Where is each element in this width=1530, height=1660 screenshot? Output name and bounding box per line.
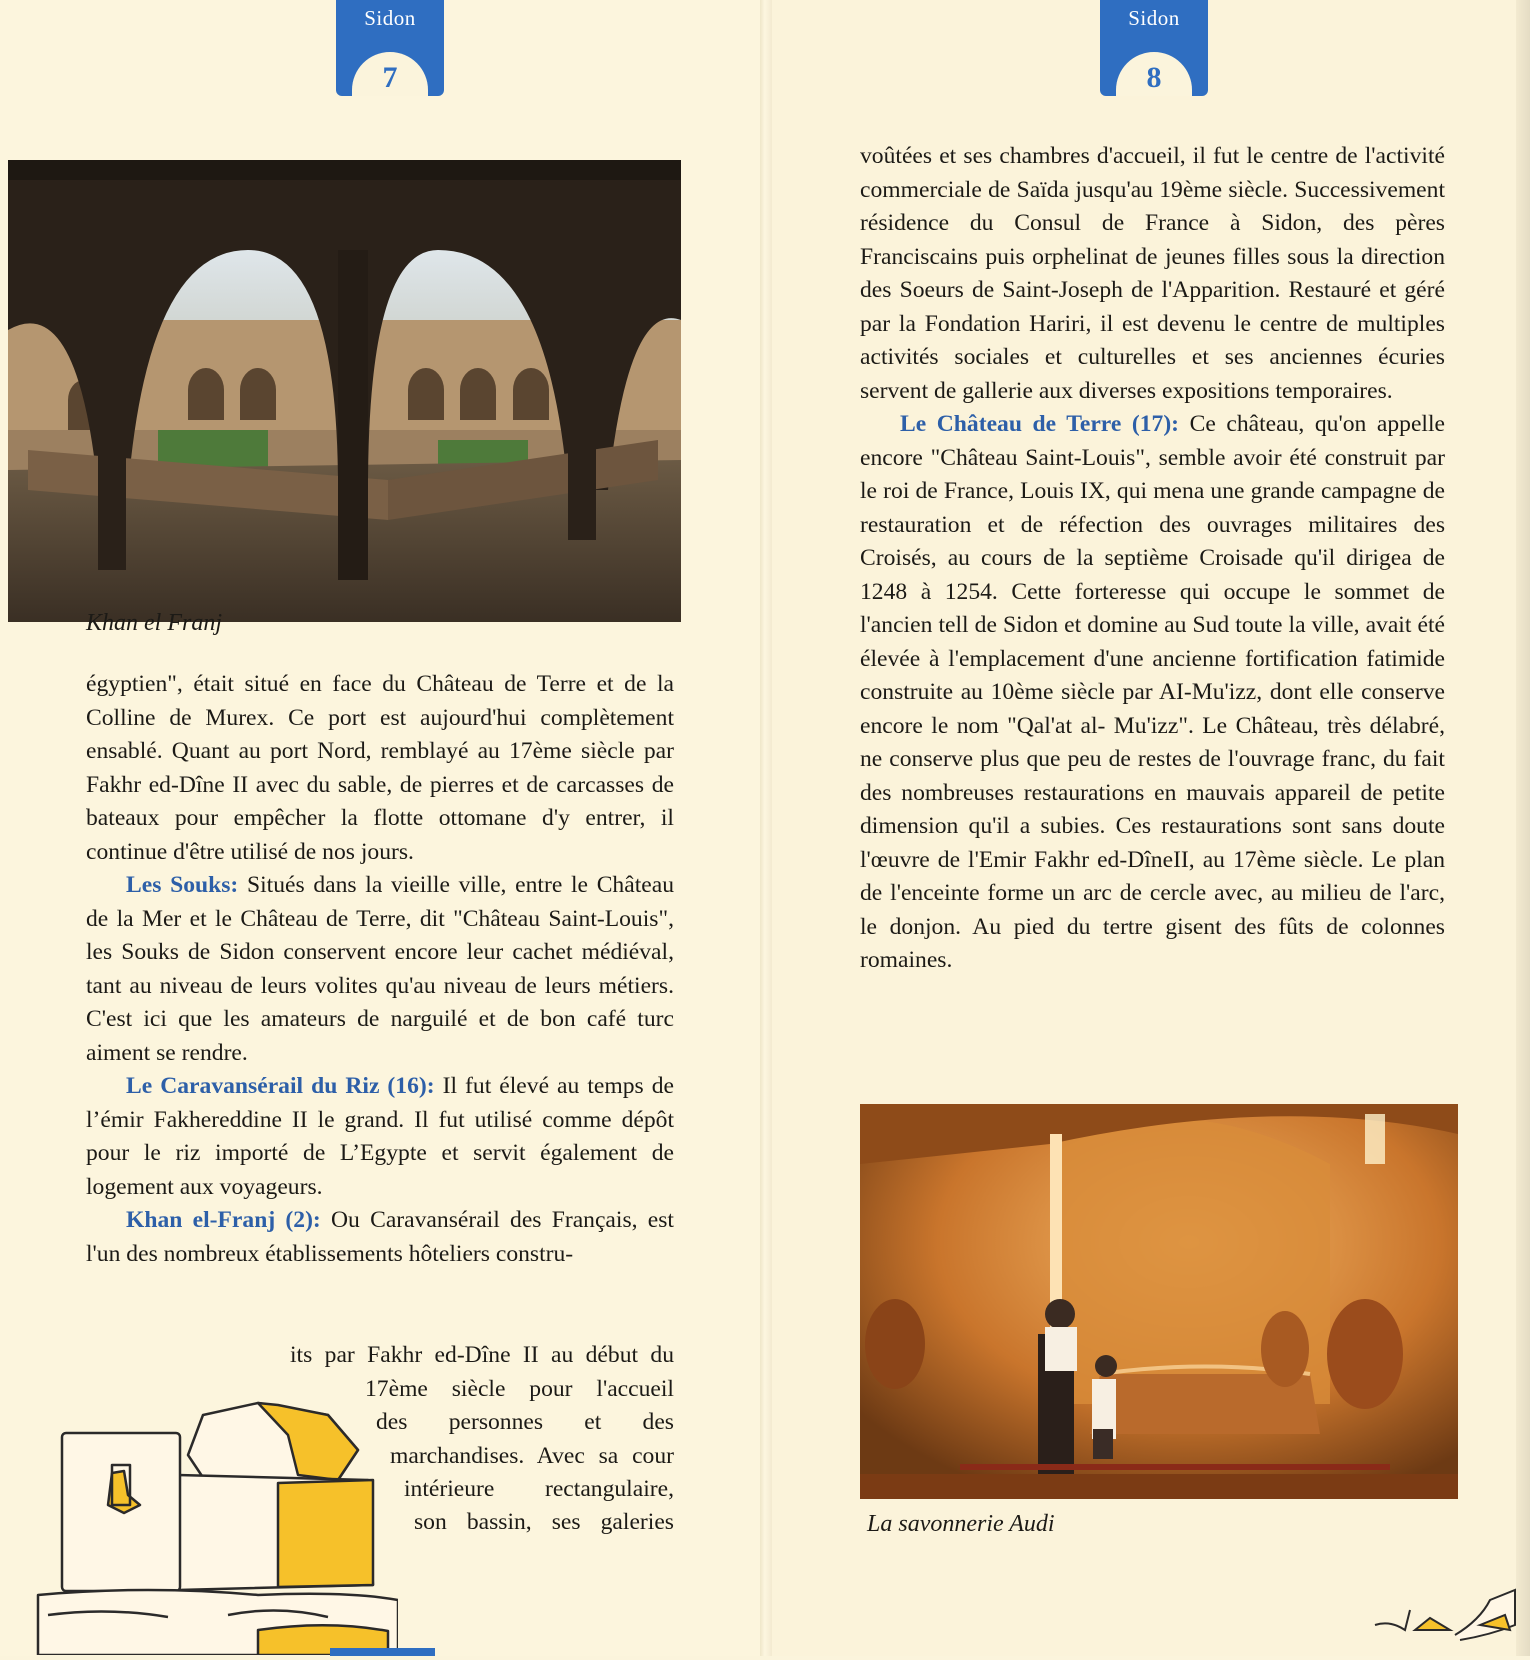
photo-caption: La savonnerie Audi	[867, 1511, 1055, 1537]
photo-caption: Khan el Franj	[86, 610, 222, 636]
page-number: 7	[382, 61, 398, 94]
section-heading: Le Caravansérail du Riz (16):	[126, 1073, 435, 1099]
stone-blocks-illustration	[28, 1395, 398, 1655]
page-tab-right	[1100, 0, 1208, 96]
paragraph-riz	[86, 1070, 674, 1204]
paragraph: égyptien", était situé en face du Château de Terre et de la Colline de Murex. Ce port est aujourd'hui complètement ensablé. Quant au port Nord, remblayé au 17ème siècle par Fakhr ed-Dîne II avec du sable, de pierres et de carcasses de bateaux pour empêcher la flotte ottomane d'y entrer, il continue d'être utilisé de nos jours.	[86, 671, 674, 865]
wrapped-text-line: intérieure rectangulaire,	[404, 1476, 674, 1502]
paragraph-text: Ou Caravansérail des Français, est l'un des nombreux établissements hôteliers constru-	[86, 1207, 674, 1267]
khan-el-franj-photo	[8, 160, 681, 622]
paragraph-souks	[86, 869, 674, 1070]
paragraph-khan	[86, 1204, 674, 1271]
section-heading: Le Château de Terre (17):	[900, 411, 1180, 437]
paragraph-text: Situés dans la vieille ville, entre le Château de la Mer et le Château de Terre, dit "Château Saint-Louis", les Souks de Sidon conservent encore leur cachet médiéval, tant au niveau de leurs volites qu'au niveau de leurs métiers. C'est ici que les amateurs de narguilé et de bon café turc aiment se rendre.	[86, 872, 674, 1066]
wrapped-text-line: des personnes et des	[376, 1409, 674, 1435]
tab-label: Sidon	[1128, 6, 1180, 30]
section-heading: Les Souks:	[126, 872, 239, 898]
corner-illustration	[1370, 1580, 1520, 1650]
savonnerie-audi-photo	[860, 1104, 1458, 1499]
page-tab-left	[336, 0, 444, 96]
wrapped-text-line: son bassin, ses galeries	[414, 1509, 674, 1535]
page-edge	[1516, 0, 1530, 1656]
tab-dome	[352, 52, 428, 96]
page-fold	[760, 0, 772, 1656]
tab-dome	[1116, 52, 1192, 96]
right-body-text	[860, 140, 1445, 978]
wrapped-text-line: marchandises. Avec sa cour	[390, 1443, 674, 1469]
wrapped-text-line: its par Fakhr ed-Dîne II au début du	[290, 1342, 674, 1368]
left-body-text	[86, 668, 674, 1271]
paragraph: voûtées et ses chambres d'accueil, il fut le centre de l'activité commerciale de Saïda jusqu'au 19ème siècle. Successivement résidence du Consul de France à Sidon, des pères Franciscains puis orphelinat de jeunes filles sous la direction des Soeurs de Saint-Joseph de l'Apparition. Restauré et géré par la Fondation Hariri, il est devenu le centre de multiples activités sociales et culturelles et ses anciennes écuries servent de gallerie aux diverses expositions temporaires.	[860, 143, 1445, 404]
page-number: 8	[1146, 61, 1162, 94]
section-heading: Khan el-Franj (2):	[126, 1207, 321, 1233]
paragraph-text: Ce château, qu'on appelle encore "Château Saint-Louis", semble avoir été construit par le roi de France, Louis IX, qui mena une grande campagne de restauration et de réfection des ouvrages militaires des Croisés, au cours de la septième Croisade qu'il dirigea de 1248 à 1254. Cette forteresse qui occupe le sommet de l'ancien tell de Sidon et domine au Sud toute la ville, avait été élevée à l'emplacement d'une ancienne fortification fatimide construite au 10ème siècle par AI-Mu'izz, dont elle conserve encore le nom "Qal'at al- Mu'izz". Le Château, très délabré, ne conserve plus que peu de restes de l'ouvrage franc, du fait des nombreuses restaurations en mauvais appareil de petite dimension qu'il a subies. Ces restaurations sont sans doute l'œuvre de l'Emir Fakhr ed-DîneII, au 17ème siècle. Le plan de l'enceinte forme un arc de cercle avec, au milieu de l'arc, le donjon. Au pied du tertre gisent des fûts de colonnes romaines.	[860, 411, 1446, 973]
paragraph-chateau	[860, 408, 1445, 978]
wrapped-text-line: 17ème siècle pour l'accueil	[365, 1376, 674, 1402]
bottom-blue-strip	[330, 1648, 435, 1656]
tab-label: Sidon	[364, 6, 416, 30]
paragraph-text: Il fut élevé au temps de l’émir Fakhereddine II le grand. Il fut utilisé comme dépôt pour le riz importé de L’Egypte et servit également de logement aux voyageurs.	[86, 1073, 674, 1200]
